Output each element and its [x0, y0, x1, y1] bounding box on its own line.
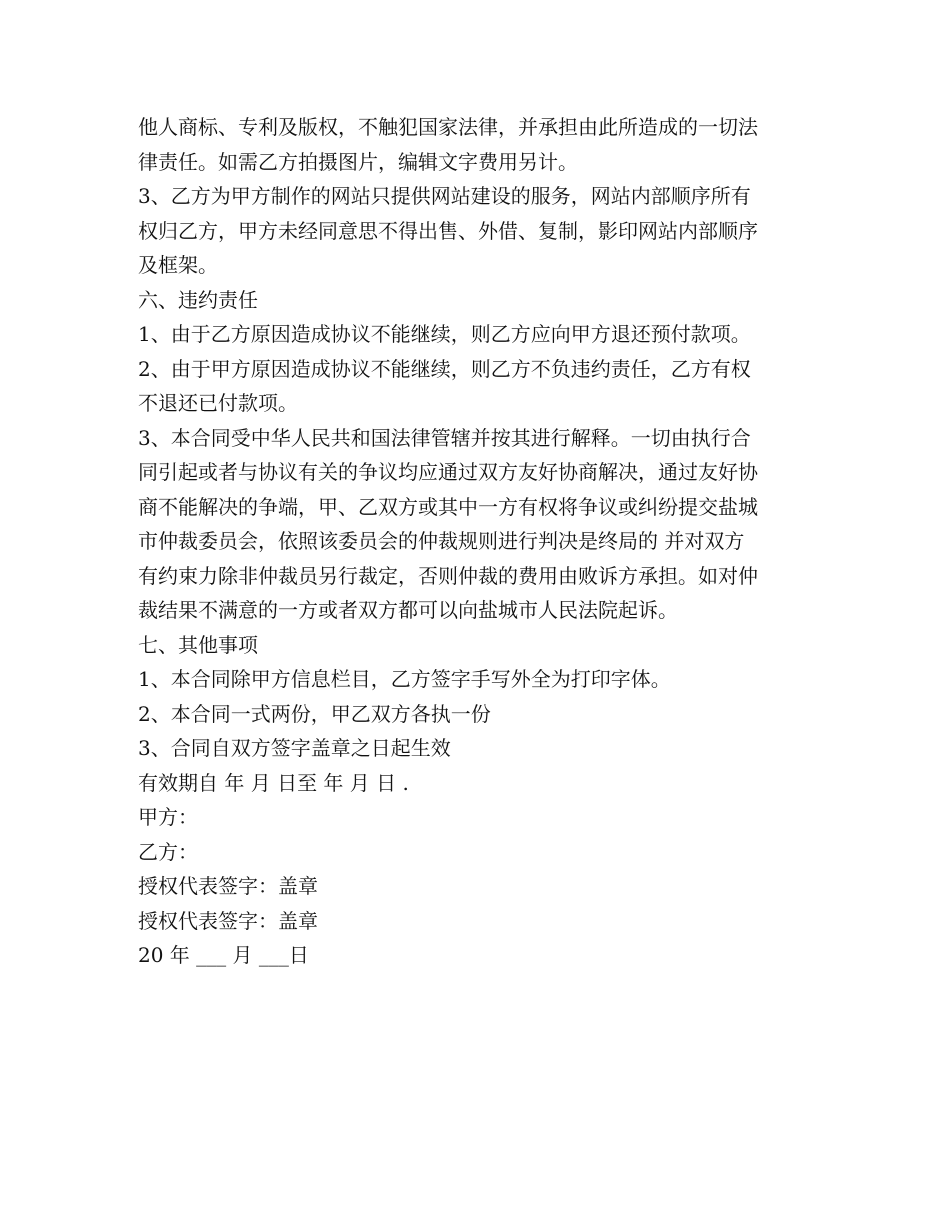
paragraph-line: 同引起或者与协议有关的争议均应通过双方友好协商解决，通过友好协 [138, 460, 758, 484]
party-a-label: 甲方： [138, 805, 198, 829]
paragraph-line: 3、乙方为甲方制作的网站只提供网站建设的服务，网站内部顺序所有 [138, 184, 751, 208]
paragraph-line: 1、由于乙方原因造成协议不能继续，则乙方应向甲方退还预付款项。 [138, 322, 751, 346]
party-b-label: 乙方： [138, 839, 198, 864]
paragraph-line: 3、合同自双方签字盖章之日起生效 [138, 736, 451, 760]
section-heading-other-matters: 七、其他事项 [138, 632, 258, 657]
paragraph-line: 1、本合同除甲方信息栏目，乙方签字手写外全为打印字体。 [138, 667, 671, 691]
paragraph-line: 他人商标、专利及版权，不触犯国家法律，并承担由此所造成的一切法 [138, 115, 758, 139]
validity-period-line: 有效期自 年 月 日至 年 月 日 . [138, 770, 409, 795]
paragraph-line: 不退还已付款项。 [138, 391, 298, 415]
paragraph-line: 3、本合同受中华人民共和国法律管辖并按其进行解释。一切由执行合 [138, 425, 751, 450]
paragraph-line: 商不能解决的争端，甲、乙双方或其中一方有权将争议或纠纷提交盐城 [138, 494, 758, 519]
document-body [138, 110, 818, 973]
date-line: 20 年 ___ 月 ___日 [138, 943, 309, 967]
paragraph-line: 2、本合同一式两份，甲乙双方各执一份 [138, 701, 491, 726]
paragraph-line: 律责任。如需乙方拍摄图片，编辑文字费用另计。 [138, 149, 578, 174]
paragraph-line: 有约束力除非仲裁员另行裁定，否则仲裁的费用由败诉方承担。如对仲 [138, 563, 758, 588]
signature-line: 授权代表签字：盖章 [138, 874, 318, 898]
paragraph-line: 权归乙方，甲方未经同意思不得出售、外借、复制，影印网站内部顺序 [138, 218, 758, 243]
section-heading-liability: 六、违约责任 [138, 287, 258, 312]
paragraph-line: 裁结果不满意的一方或者双方都可以向盐城市人民法院起诉。 [138, 598, 678, 622]
paragraph-line: 及框架。 [138, 253, 218, 277]
signature-line: 授权代表签字：盖章 [138, 908, 318, 933]
paragraph-line: 2、由于甲方原因造成协议不能继续，则乙方不负违约责任，乙方有权 [138, 356, 751, 381]
paragraph-line: 市仲裁委员会，依照该委员会的仲裁规则进行判决是终局的 并对双方 [138, 529, 745, 553]
